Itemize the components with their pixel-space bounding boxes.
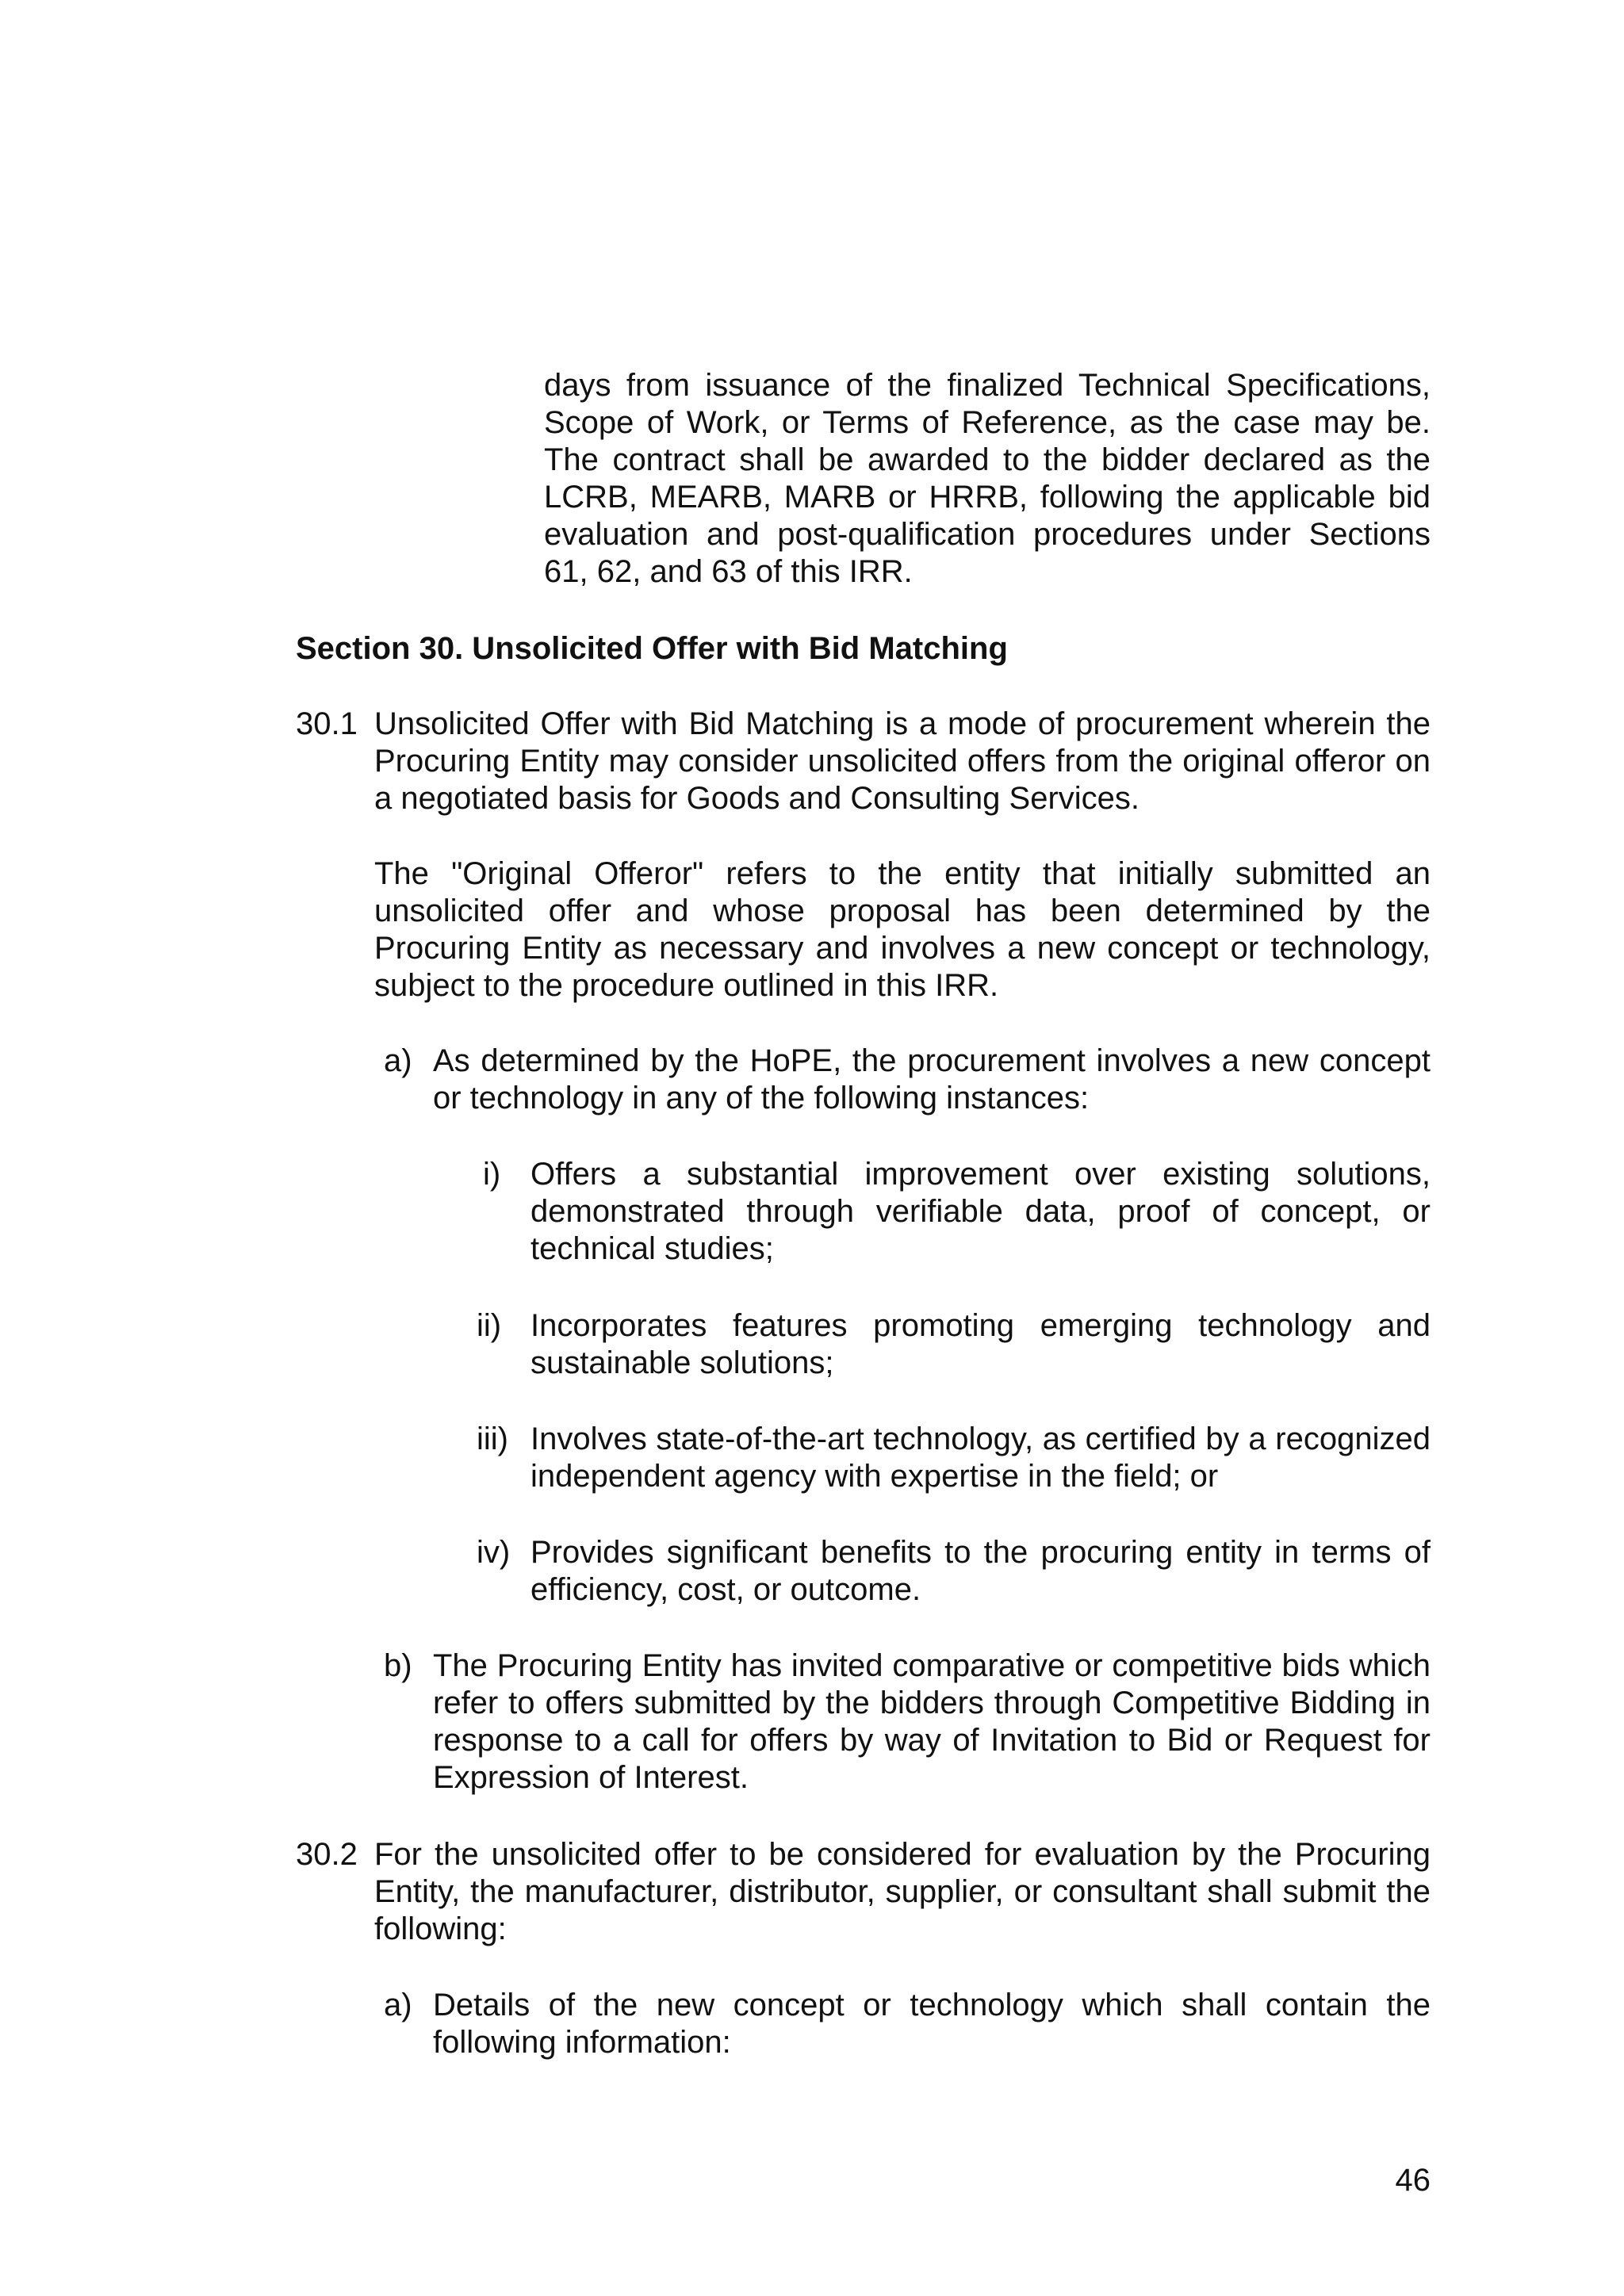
list-marker: a) [384,1988,412,2022]
original-offeror-definition: The "Original Offeror" refers to the entity that initially submitted an unsolicited offer and whose proposal has been determined by the Procuring Entity as necessary and involves a new concept or technology, subject to the procedure outlined in this IRR. [374,856,1431,1003]
page-number: 46 [1395,2163,1431,2198]
sublist-marker: iv) [477,1535,511,1570]
section-heading: Section 30. Unsolicited Offer with Bid Matching [296,631,1008,666]
clause-30-1-text: Unsolicited Offer with Bid Matching is a mode of procurement wherein the Procuring Entity may consider unsolicited offers from the original offeror on a negotiated basis for Goods and Consulting Services. [374,706,1431,816]
sublist-item: Incorporates features promoting emerging technology and sustainable solutions; [530,1308,1431,1380]
sublist-item: Involves state-of-the-art technology, as certified by a recognized independent agency with expertise in the field; or [530,1422,1431,1494]
intro-paragraph: days from issuance of the finalized Technical Specifications, Scope of Work, or Terms of Reference, as the case may be. The contract shall be awarded to the bidder declared as the LCRB, MEARB, MARB or HRRB, following the applicable bid evaluation and post-qualification procedures under Sections 61, 62, and 63 of this IRR. [544,368,1431,589]
sublist-item: Offers a substantial improvement over existing solutions, demonstrated through verifiable data, proof of concept, or technical studies; [530,1157,1431,1266]
list-marker: b) [384,1648,412,1683]
list-item: As determined by the HoPE, the procurement involves a new concept or technology in any of the following instances: [433,1043,1431,1115]
sublist-item: Provides significant benefits to the procuring entity in terms of efficiency, cost, or outcome. [530,1535,1431,1607]
clause-number: 30.2 [296,1837,358,1872]
sublist-marker: iii) [477,1422,508,1456]
list-marker: a) [384,1043,412,1078]
sublist-marker: ii) [477,1308,502,1343]
clause-30-2-text: For the unsolicited offer to be considered for evaluation by the Procuring Entity, the manufacturer, distributor, supplier, or consultant shall submit the following: [374,1837,1431,1946]
list-item: Details of the new concept or technology which shall contain the following information: [433,1988,1431,2060]
sublist-marker: i) [483,1157,501,1192]
clause-number: 30.1 [296,706,358,741]
list-item: The Procuring Entity has invited comparative or competitive bids which refer to offers submitted by the bidders through Competitive Bidding in response to a call for offers by way of Invitation to Bid or Request for Expression of Interest. [433,1648,1431,1795]
